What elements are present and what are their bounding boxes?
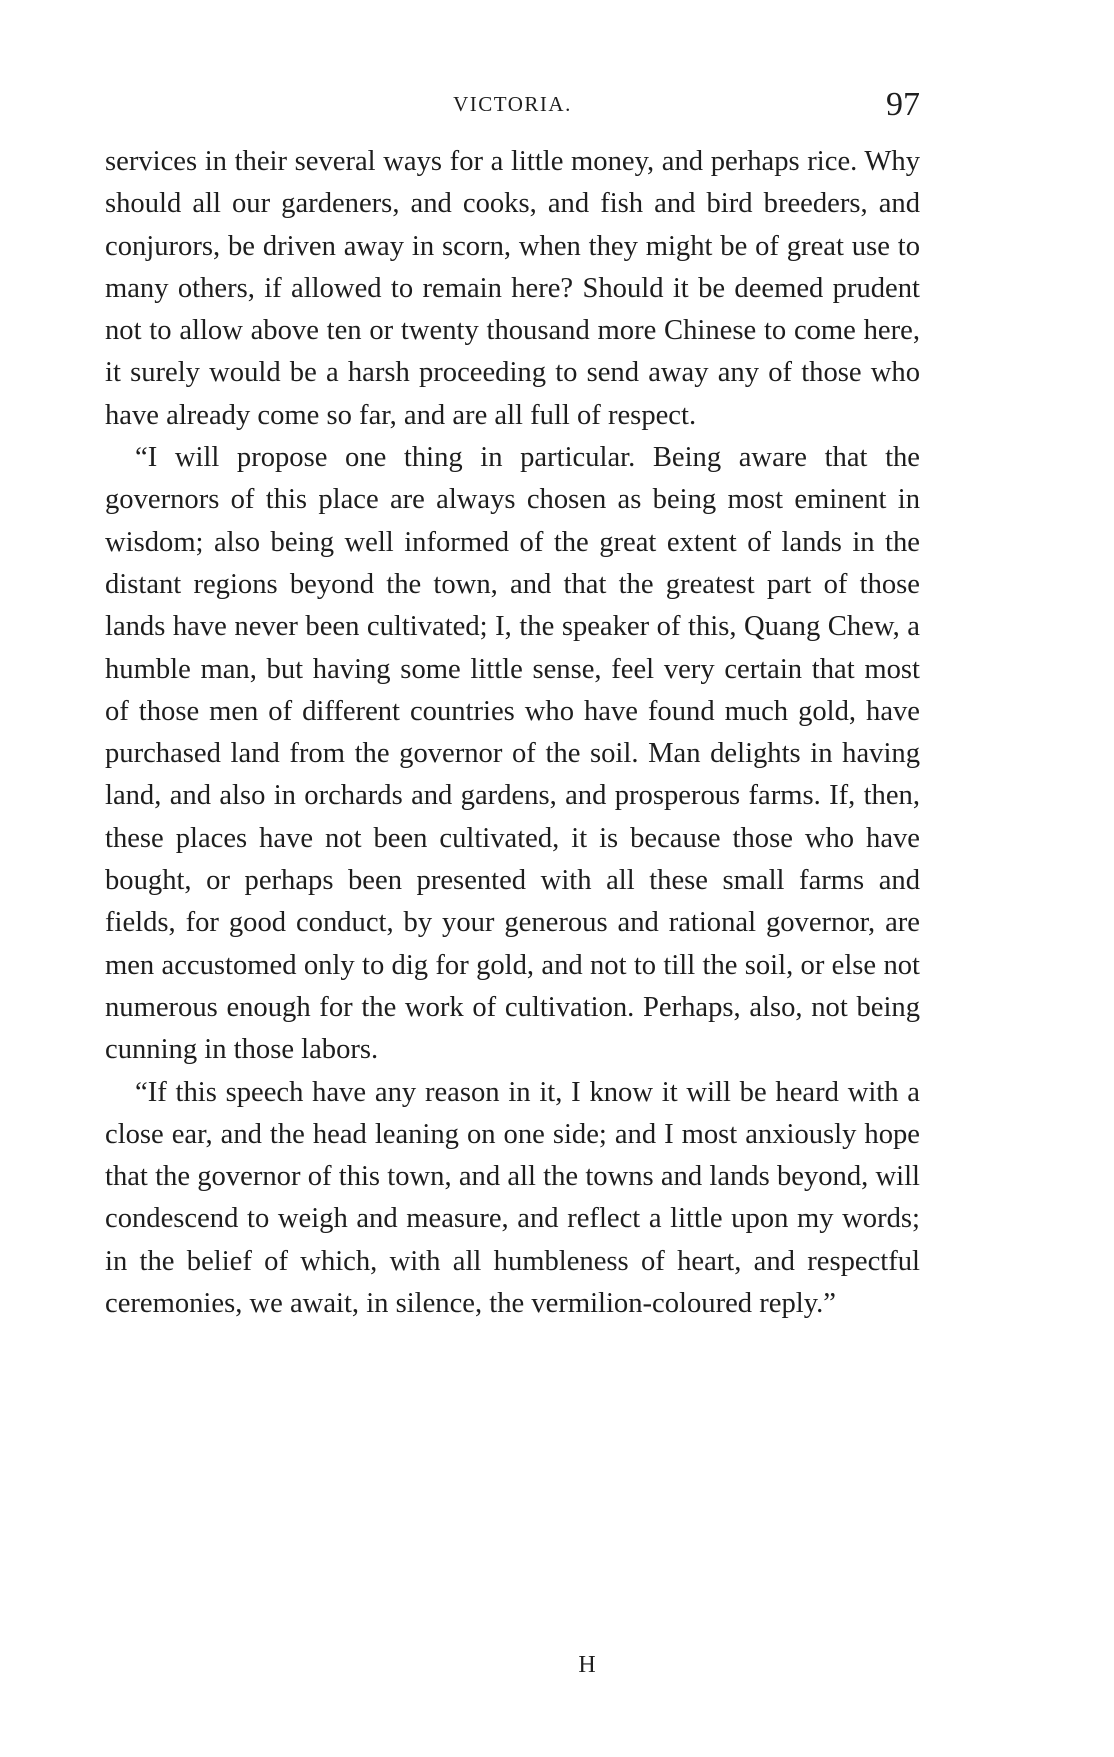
signature-mark: H bbox=[578, 1652, 596, 1678]
running-title: VICTORIA. bbox=[453, 92, 572, 116]
body-text bbox=[105, 141, 920, 1325]
paragraph-proposal: “I will propose one thing in particular. Being aware that the governors of this place are always chosen as being most eminent in wisdom; also being well informed of the great extent of lands in the distant regions beyond the town, and that the greatest part of those lands have never been cultivated; I, the speaker of this, Quang Chew, a humble man, but having some little sense, feel very certain that most of those men of different countries who have found much gold, have purchased land from the governor of the soil. Man delights in having land, and also in orchards and gardens, and prosperous farms. If, then, these places have not been cultivated, it is because those who have bought, or perhaps been presented with all these small farms and fields, for good conduct, by your generous and rational governor, are men accustomed only to dig for gold, and not to till the soil, or else not numerous enough for the work of cultivation. Perhaps, also, not being cunning in those labors. bbox=[105, 442, 920, 1066]
paragraph-closing: “If this speech have any reason in it, I know it will be heard with a close ear, and the head leaning on one side; and I most anxiously hope that the governor of this town, and all the towns and lands beyond, will condescend to weigh and measure, and reflect a little upon my words; in the belief of which, with all humbleness of heart, and respectful ceremonies, we await, in silence, the vermilion-coloured reply.” bbox=[105, 1076, 920, 1320]
running-head bbox=[105, 86, 920, 126]
page-number: 97 bbox=[886, 86, 920, 123]
paragraph-continued: services in their several ways for a little money, and perhaps rice. Why should all our gardeners, and cooks, and fish and bird breeders, and conjurors, be driven away in scorn, when they might be of great use to many others, if allowed to remain here? Should it be deemed prudent not to allow above ten or twenty thousand more Chinese to come here, it surely would be a harsh proceeding to send away any of those who have already come so far, and are all full of respect. bbox=[105, 146, 920, 431]
